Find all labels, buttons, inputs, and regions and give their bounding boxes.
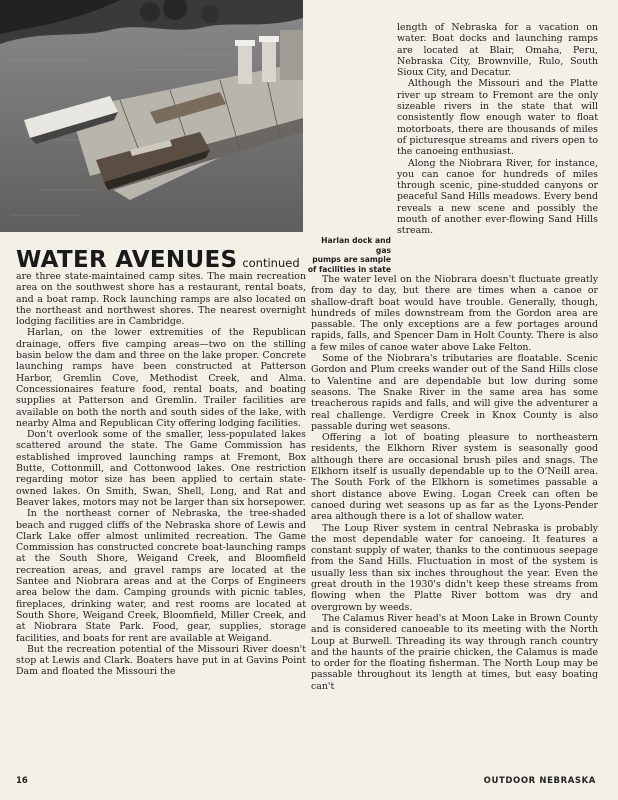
paragraph: In the northeast corner of Nebraska, the tree-shaded beach and rugged cliffs of the Nebraska shore of Lewis and Clark Lake offer almost unlimited recreation. The Game Commission has constructed concrete boat-launching ramps at the South Shore, Weigand Creek, and Bloomfield recreation areas, and gravel ramps are located at the Santee and Niobrara areas and at the Corps of Engineers area below the dam. Camping grounds with picnic tables, fireplaces, drinking water, and rest rooms are located at South Shore, Weigand Creek, Bloomfield, Miller Creek, and at Niobrara State Park. Food, gear, supplies, storage facilities, and boats for rent are available at Weigand. — [16, 508, 306, 644]
headline-title: WATER AVENUES — [16, 247, 238, 273]
paragraph: The Loup River system in central Nebraska is probably the most dependable water for canoeing. It features a constant supply of water, thanks to the continuous seepage from the Sand Hills. Fluctuation in most of the system is usually less than six inches throughout the year. Even the great drouth in the 1930's didn't keep these streams from flowing when the Platte River bottom was dry and overgrown by weeds. — [311, 522, 598, 613]
left-column — [16, 271, 306, 678]
headline-continued: continued — [242, 256, 300, 270]
paragraph: Although the Missouri and the Platte river up stream to Fremont are the only sizeable rivers in the state that will consistently flow enough water to float motorboats, there are thousands of miles of picturesque streams and rivers open to the canoeing enthusiast. — [397, 78, 598, 158]
article-headline — [16, 247, 306, 273]
paragraph: length of Nebraska for a vacation on water. Boat docks and launching ramps are located at Blair, Omaha, Peru, Nebraska City, Brownville, Rulo, South Sioux City, and Decatur. — [397, 22, 598, 79]
paragraph: Offering a lot of boating pleasure to northeastern residents, the Elkhorn River system is seasonally good although there are occasional brush piles and snags. The Elkhorn itself is usually dependable up to the O'Neill area. The South Fork of the Elkhorn is sometimes passable a short distance above Ewing. Logan Creek can often be canoed during wet seasons up as far as the Lyons-Pender area although there is a lot of shallow water. — [311, 432, 598, 523]
paragraph: But the recreation potential of the Missouri River doesn't stop at Lewis and Clark. Boaters have put in at Gavins Point Dam and floated the Missouri the — [16, 643, 306, 678]
paragraph: Harlan, on the lower extremities of the Republican drainage, offers five camping areas—two on the stilling basin below the dam and three on the lake proper. Concrete launching ramps have been constructed at Patterson Harbor, Gremlin Cove, Methodist Creek, and Alma. Concessionaires feature food, rental boats, and boating supplies at Patterson and Gremlin. Trailer facilities are available on both the north and south sides of the lake, with nearby Alma and Republican City offering lodging facilities. — [16, 327, 306, 429]
harlan-dock-photo — [0, 0, 303, 232]
caption-line: Harlan dock and gas — [321, 236, 391, 255]
right-bottom-column — [311, 274, 598, 692]
paragraph: Some of the Niobrara's tributaries are floatable. Scenic Gordon and Plum creeks wander out of the Sand Hills close to Valentine and are dependable but low during some seasons. The Snake River in the same area has some treacherous rapids and falls, and will give the adventurer a real challenge. Verdigre Creek in Knox County is also passable during wet seasons. — [311, 353, 598, 432]
caption-line: of facilities in state — [307, 264, 391, 274]
paragraph: Don't overlook some of the smaller, less-populated lakes scattered around the state. The Game Commission has established improved launching ramps at Fremont, Box Butte, Cottonmill, and Cottonwood lakes. One restriction regarding motor size has been applied to certain state-owned lakes. On Smith, Swan, Shell, Long, and Rat and Beaver lakes, motors may not be larger than six horsepower. — [16, 429, 306, 508]
photo-caption — [305, 236, 391, 274]
caption-line: pumps are sample — [312, 255, 391, 265]
right-top-column — [397, 22, 598, 237]
magazine-name: OUTDOOR NEBRASKA — [483, 776, 596, 786]
paragraph: Along the Niobrara River, for instance, you can canoe for hundreds of miles through scenic, pine-studded canyons or peaceful Sand Hills meadows. Every bend reveals a new scene and possibly the mouth of another ever-flowing Sand Hills stream. — [397, 157, 598, 237]
paragraph: are three state-maintained camp sites. The main recreation area on the southwest shore has a restaurant, rental boats, and a boat ramp. Rock launching ramps are also located on the northeast and northwest shores. The nearest overnight lodging facilities are in Cambridge. — [16, 271, 306, 328]
page-number: 16 — [16, 776, 28, 786]
paragraph: The water level on the Niobrara doesn't fluctuate greatly from day to day, but there are times when a canoe or shallow-draft boat would have trouble. Generally, though, hundreds of miles downstream from the Gordon area are passable. The only exceptions are a few portages around rapids, falls, and Spencer Dam in Holt County. There is also a few miles of canoe water above Lake Felton. — [311, 274, 598, 353]
paragraph: The Calamus River head's at Moon Lake in Brown County and is considered canoeable to its meeting with the North Loup at Burwell. Threading its way through ranch country and the haunts of the prairie chicken, the Calamus is made to order for the floating fisherman. The North Loup may be passable throughout its length at times, but easy boating can't — [311, 612, 598, 692]
